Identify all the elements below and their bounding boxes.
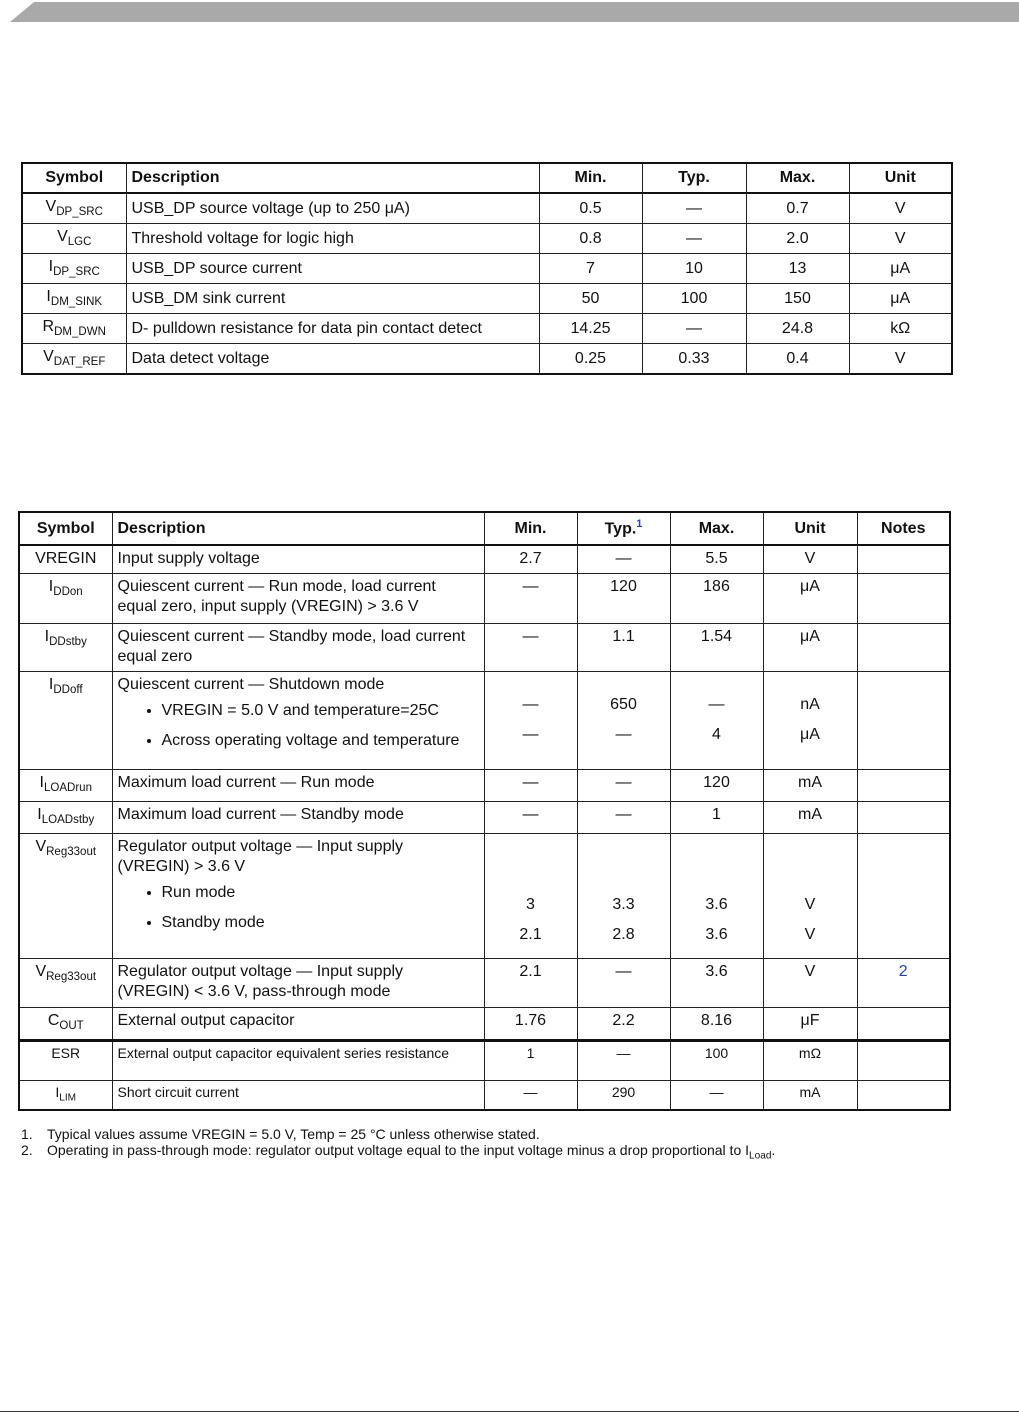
notes-cell (857, 1007, 950, 1040)
min-cell: — — (484, 671, 577, 769)
table-row (22, 224, 952, 254)
unit-cell: V (849, 344, 952, 375)
typ-cell: — (577, 958, 670, 1007)
col-description: Description (126, 163, 539, 193)
typ-cell: 2.2 (577, 1007, 670, 1040)
notes-cell (857, 1080, 950, 1110)
unit-cell: μF (763, 1007, 857, 1040)
col-description: Description (112, 512, 484, 545)
unit-cell: nA μA (763, 671, 857, 769)
symbol-cell: $I_{DDoff}$ (19, 671, 112, 769)
description-cell: USB_DM sink current (126, 284, 539, 314)
table-row (19, 1007, 950, 1040)
min-cell: 14.25 (539, 314, 642, 344)
table-row (19, 801, 950, 833)
symbol-cell: $V_{LGC}$ (22, 224, 126, 254)
footnote-1-link[interactable]: 1 (636, 518, 643, 531)
table-row (19, 623, 950, 671)
description-cell: Quiescent current — Run mode, load current equal zero, input supply (VREGIN) > 3.6 V (112, 573, 484, 623)
col-symbol: Symbol (19, 512, 112, 545)
description-text: Quiescent current — Shutdown mode (117, 675, 385, 693)
description-cell: Quiescent current — Standby mode, load current equal zero (112, 623, 484, 671)
symbol-cell: $I_{DDon}$ (19, 573, 112, 623)
description-text: Regulator output voltage — Input supply (VREGIN) > 3.6 V (117, 837, 404, 875)
table-row (19, 545, 950, 573)
symbol-cell: $R_{DM\_DWN}$ (22, 314, 126, 344)
unit-cell: mA (763, 1080, 857, 1110)
table-row (19, 1040, 950, 1080)
symbol-cell: $I_{LIM}$ (19, 1080, 112, 1110)
min-cell: — (484, 769, 577, 801)
description-cell: USB_DP source voltage (up to 250 μA) (126, 193, 539, 224)
symbol-cell: $C_{OUT}$ (19, 1007, 112, 1040)
symbol-cell: $I_{DM\_SINK}$ (22, 284, 126, 314)
symbol-cell: VREGIN (19, 545, 112, 573)
col-max: Max. (746, 163, 849, 193)
notes-cell (857, 573, 950, 623)
min-cell: — (484, 801, 577, 833)
max-cell: 8.16 (670, 1007, 763, 1040)
footnote-2-link[interactable]: 2 (898, 962, 908, 980)
max-cell: 3.6 (670, 958, 763, 1007)
typ-cell: 100 (642, 284, 746, 314)
footer-rule (0, 1411, 1019, 1412)
description-cell: Data detect voltage (126, 344, 539, 375)
min-cell: 50 (539, 284, 642, 314)
notes-cell (857, 801, 950, 833)
max-cell: 186 (670, 573, 763, 623)
min-cell: — (484, 573, 577, 623)
description-cell (112, 671, 484, 769)
list-item: • Across operating voltage and temperature (162, 731, 479, 751)
symbol-cell: $V_{Reg33out}$ (19, 958, 112, 1007)
condition-list (118, 701, 479, 751)
typ-cell: 290 (577, 1080, 670, 1110)
list-item: • VREGIN = 5.0 V and temperature=25C (162, 701, 479, 721)
col-unit: Unit (763, 512, 857, 545)
table-row (22, 344, 952, 375)
list-item: • Standby mode (162, 913, 479, 933)
typ-cell: — (642, 224, 746, 254)
notes-cell (857, 958, 950, 1007)
col-typ: Typ.$^1$ (577, 512, 670, 545)
typ-cell: — (642, 314, 746, 344)
description-cell: External output capacitor equivalent series resistance (112, 1040, 484, 1080)
max-cell: — 4 (670, 671, 763, 769)
symbol-cell: ESR (19, 1040, 112, 1080)
footnotes (21, 1126, 1001, 1165)
notes-cell (857, 671, 950, 769)
table-header-row (22, 163, 952, 193)
max-cell: 5.5 (670, 545, 763, 573)
typ-cell: — (577, 545, 670, 573)
typ-cell: — (577, 1040, 670, 1080)
col-max: Max. (670, 512, 763, 545)
max-cell: 1 (670, 801, 763, 833)
max-cell: 13 (746, 254, 849, 284)
max-cell: 1.54 (670, 623, 763, 671)
header-bar (0, 0, 1019, 22)
max-cell: 2.0 (746, 224, 849, 254)
unit-cell: μA (849, 284, 952, 314)
unit-cell: V (763, 545, 857, 573)
footnote-2: 2. Operating in pass-through mode: regulator output voltage equal to the input voltage minus a drop proportional to $I_{Load}$. (21, 1142, 776, 1162)
usb-dcd-spec-table (21, 162, 953, 375)
typ-cell: — (642, 193, 746, 224)
symbol-cell: $V_{DP\_SRC}$ (22, 193, 126, 224)
unit-cell: mA (763, 801, 857, 833)
footnote-1: 1. Typical values assume VREGIN = 5.0 V, Temp = 25 °C unless otherwise stated. (21, 1126, 540, 1142)
symbol-cell: $V_{DAT\_REF}$ (22, 344, 126, 375)
typ-cell: — (577, 801, 670, 833)
min-cell: 7 (539, 254, 642, 284)
max-cell: 150 (746, 284, 849, 314)
notes-cell (857, 1040, 950, 1080)
min-cell: 0.5 (539, 193, 642, 224)
symbol-cell: $V_{Reg33out}$ (19, 833, 112, 958)
description-cell: USB_DP source current (126, 254, 539, 284)
unit-cell: μA (763, 623, 857, 671)
min-cell: — (484, 1080, 577, 1110)
description-cell: External output capacitor (112, 1007, 484, 1040)
max-cell: 24.8 (746, 314, 849, 344)
symbol-cell: $I_{DP\_SRC}$ (22, 254, 126, 284)
table-header-row (19, 512, 950, 545)
table-row (19, 1080, 950, 1110)
notes-cell (857, 833, 950, 958)
vreg-spec-table (18, 511, 951, 1111)
unit-cell: V (849, 193, 952, 224)
description-cell: Maximum load current — Standby mode (112, 801, 484, 833)
table-row (19, 769, 950, 801)
unit-cell: μA (763, 573, 857, 623)
typ-cell: 0.33 (642, 344, 746, 375)
description-cell: Input supply voltage (112, 545, 484, 573)
condition-list (118, 883, 479, 933)
col-typ: Typ. (642, 163, 746, 193)
col-symbol: Symbol (22, 163, 126, 193)
symbol-cell: $I_{LOADrun}$ (19, 769, 112, 801)
table-row (19, 671, 950, 769)
description-cell: Regulator output voltage — Input supply (VREGIN) < 3.6 V, pass-through mode (112, 958, 484, 1007)
typ-cell: 120 (577, 573, 670, 623)
unit-cell: V V (763, 833, 857, 958)
min-cell: 2.1 (484, 958, 577, 1007)
col-min: Min. (539, 163, 642, 193)
list-item: • Run mode (162, 883, 479, 903)
table-row (22, 284, 952, 314)
max-cell: 3.6 3.6 (670, 833, 763, 958)
max-cell: 0.7 (746, 193, 849, 224)
col-notes: Notes (857, 512, 950, 545)
max-cell: — (670, 1080, 763, 1110)
description-cell: Short circuit current (112, 1080, 484, 1110)
table-row (19, 958, 950, 1007)
max-cell: 0.4 (746, 344, 849, 375)
min-cell: 1.76 (484, 1007, 577, 1040)
description-cell: D- pulldown resistance for data pin contact detect (126, 314, 539, 344)
max-cell: 100 (670, 1040, 763, 1080)
table-row (19, 573, 950, 623)
table-row (22, 254, 952, 284)
max-cell: 120 (670, 769, 763, 801)
col-unit: Unit (849, 163, 952, 193)
unit-cell: μA (849, 254, 952, 284)
typ-cell: — (577, 769, 670, 801)
col-min: Min. (484, 512, 577, 545)
unit-cell: mA (763, 769, 857, 801)
unit-cell: V (849, 224, 952, 254)
table-row (22, 314, 952, 344)
min-cell: 0.25 (539, 344, 642, 375)
typ-cell: 10 (642, 254, 746, 284)
typ-cell: 650 — (577, 671, 670, 769)
description-cell (112, 833, 484, 958)
min-cell: 2.7 (484, 545, 577, 573)
notes-cell (857, 545, 950, 573)
notes-cell (857, 769, 950, 801)
table-row (22, 193, 952, 224)
min-cell: 1 (484, 1040, 577, 1080)
symbol-cell: $I_{DDstby}$ (19, 623, 112, 671)
description-cell: Threshold voltage for logic high (126, 224, 539, 254)
min-cell: 0.8 (539, 224, 642, 254)
unit-cell: mΩ (763, 1040, 857, 1080)
description-cell: Maximum load current — Run mode (112, 769, 484, 801)
min-cell: — (484, 623, 577, 671)
symbol-cell: $I_{LOADstby}$ (19, 801, 112, 833)
unit-cell: V (763, 958, 857, 1007)
min-cell: 3 2.1 (484, 833, 577, 958)
typ-cell: 1.1 (577, 623, 670, 671)
unit-cell: kΩ (849, 314, 952, 344)
typ-cell: 3.3 2.8 (577, 833, 670, 958)
notes-cell (857, 623, 950, 671)
table-row (19, 833, 950, 958)
